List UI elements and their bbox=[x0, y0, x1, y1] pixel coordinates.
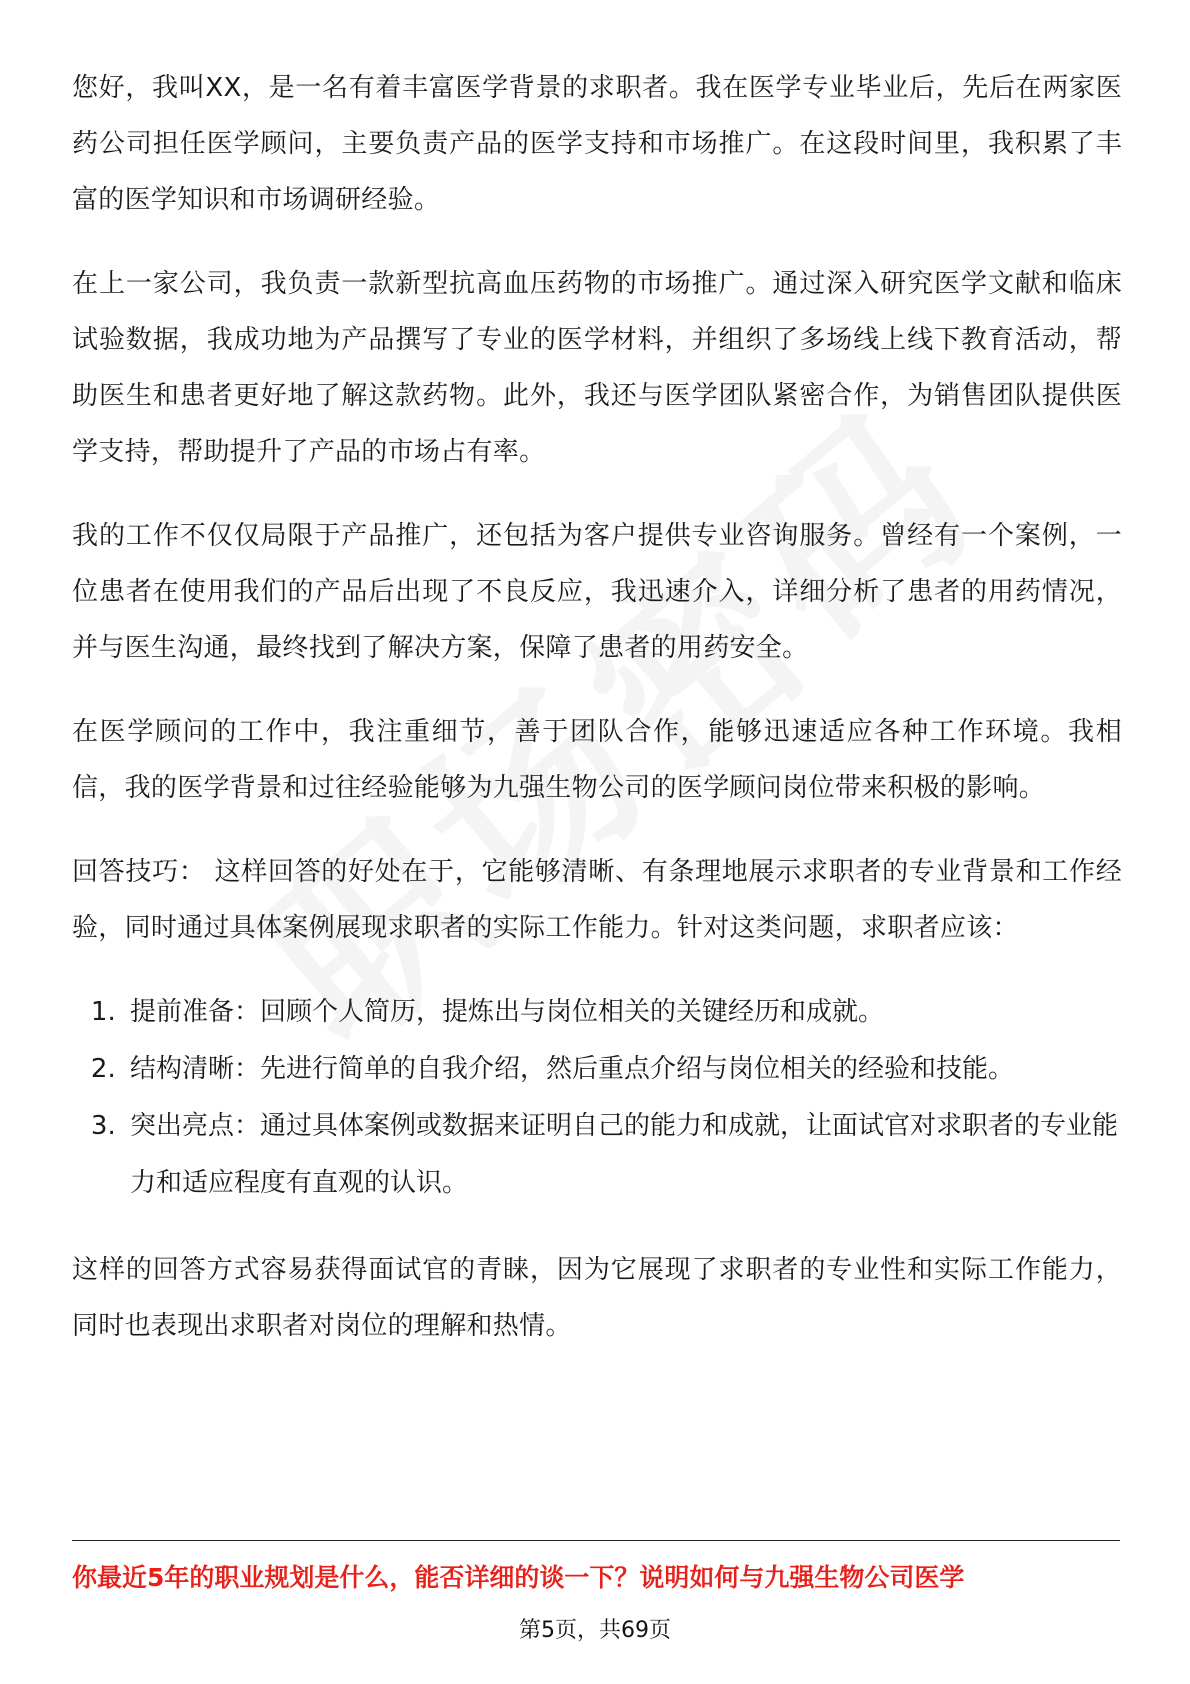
list-item: 3. 突出亮点：通过具体案例或数据来证明自己的能力和成就，让面试官对求职者的专业能力和适应程度有直观的认识。 bbox=[124, 1098, 1122, 1212]
list-item: 1. 提前准备：回顾个人简历，提炼出与岗位相关的关键经历和成就。 bbox=[124, 984, 1122, 1041]
page-body bbox=[72, 60, 1122, 1382]
paragraph-closing: 这样的回答方式容易获得面试官的青睐，因为它展现了求职者的专业性和实际工作能力，同时也表现出求职者对岗位的理解和热情。 bbox=[72, 1255, 1122, 1341]
paragraph-experience: 在上一家公司，我负责一款新型抗高血压药物的市场推广。通过深入研究医学文献和临床试验数据，我成功地为产品撰写了专业的医学材料，并组织了多场线上线下教育活动，帮助医生和患者更好地了解这款药物。此外，我还与医学团队紧密合作，为销售团队提供医学支持，帮助提升了产品的市场占有率。 bbox=[72, 269, 1122, 467]
list-item: 2. 结构清晰：先进行简单的自我介绍，然后重点介绍与岗位相关的经验和技能。 bbox=[124, 1041, 1122, 1098]
tips-list bbox=[72, 984, 1122, 1212]
paragraph-answer-tips: 回答技巧： 这样回答的好处在于，它能够清晰、有条理地展示求职者的专业背景和工作经验，同时通过具体案例展现求职者的实际工作能力。针对这类问题，求职者应该： bbox=[72, 857, 1122, 943]
next-question-heading: 你最近5年的职业规划是什么，能否详细的谈一下？说明如何与九强生物公司医学 bbox=[72, 1563, 965, 1592]
paragraph-strengths: 在医学顾问的工作中，我注重细节，善于团队合作，能够迅速适应各种工作环境。我相信，我的医学背景和过往经验能够为九强生物公司的医学顾问岗位带来积极的影响。 bbox=[72, 717, 1122, 803]
paragraph-consulting: 我的工作不仅仅局限于产品推广，还包括为客户提供专业咨询服务。曾经有一个案例，一位患者在使用我们的产品后出现了不良反应，我迅速介入，详细分析了患者的用药情况，并与医生沟通，最终找到了解决方案，保障了患者的用药安全。 bbox=[72, 521, 1122, 663]
divider bbox=[72, 1540, 1120, 1541]
paragraph-intro: 您好，我叫XX，是一名有着丰富医学背景的求职者。我在医学专业毕业后，先后在两家医药公司担任医学顾问，主要负责产品的医学支持和市场推广。在这段时间里，我积累了丰富的医学知识和市场调研经验。 bbox=[72, 73, 1122, 215]
page-number: 第5页，共69页 bbox=[519, 1618, 671, 1643]
